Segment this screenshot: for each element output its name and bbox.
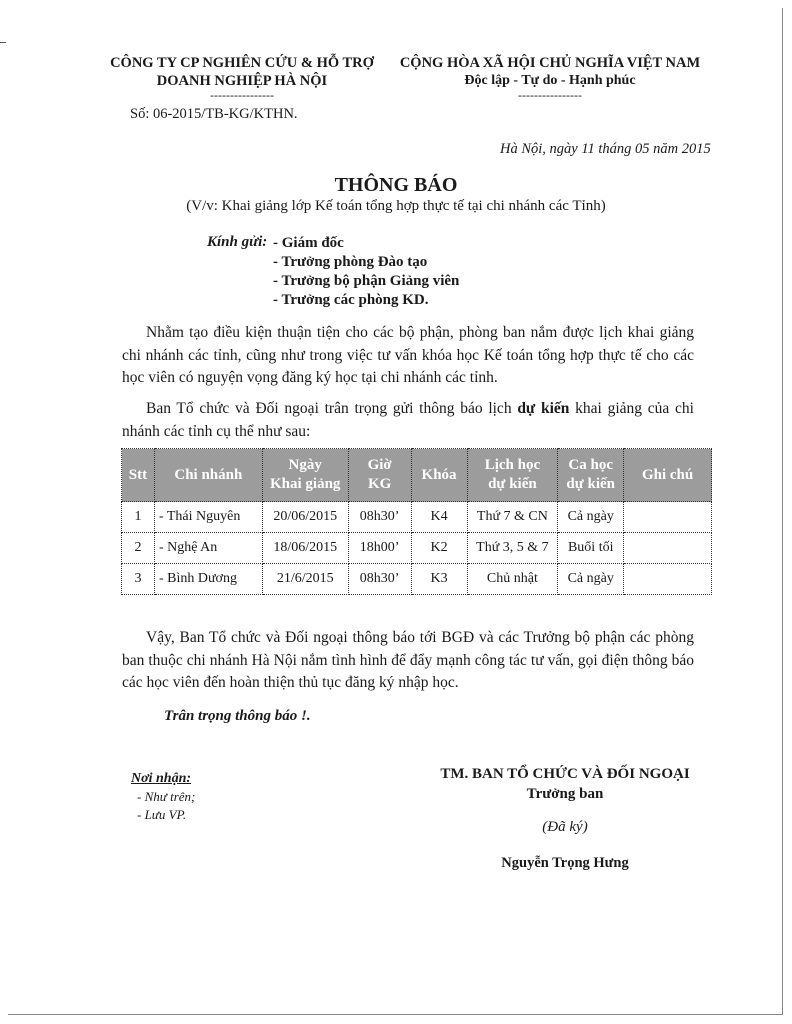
national-header bbox=[390, 54, 710, 100]
recipient-item: - Giám đốc bbox=[273, 235, 344, 251]
document-subtitle: (V/v: Khai giảng lớp Kế toán tổng hợp thực tế tại chi nhánh các Tỉnh) bbox=[186, 198, 606, 214]
header-branch: Chi nhánh bbox=[154, 449, 262, 502]
cell-note bbox=[624, 502, 712, 533]
header-schedule bbox=[467, 449, 558, 502]
document-title: THÔNG BÁO bbox=[334, 174, 458, 196]
cell-branch: - Bình Dương bbox=[154, 564, 262, 595]
recipient-item: - Trưởng bộ phận Giảng viên bbox=[273, 273, 460, 289]
recipients-footer-label: Nơi nhận: bbox=[131, 771, 192, 786]
recipient-item: - Trưởng phòng Đào tạo bbox=[273, 254, 428, 270]
recipient-list bbox=[273, 234, 459, 310]
signature-name: Nguyễn Trọng Hưng bbox=[501, 855, 629, 871]
cell-stt: 3 bbox=[122, 564, 155, 595]
header-course: Khóa bbox=[411, 449, 467, 502]
org-divider: ---------------- bbox=[210, 88, 274, 102]
header-shift-line2: dự kiến bbox=[566, 476, 616, 492]
date-line: Hà Nội, ngày 11 tháng 05 năm 2015 bbox=[500, 141, 711, 157]
para2-text-before: Ban Tổ chức và Đối ngoại trân trọng gửi thông báo lịch bbox=[146, 400, 518, 417]
header-date bbox=[262, 449, 348, 502]
table-row bbox=[122, 564, 712, 595]
para2-bold-text: dự kiến bbox=[517, 400, 570, 417]
table-header-row bbox=[122, 449, 712, 502]
nation-motto: Độc lập - Tự do - Hạnh phúc bbox=[464, 73, 636, 88]
recipients-footer bbox=[131, 770, 195, 824]
body-paragraph-3: Vậy, Ban Tổ chức và Đối ngoại thông báo tới BGĐ và các Trưởng bộ phận các phòng ban thuộc chi nhánh Hà Nội nắm tình hình để đẩy mạnh công tác tư vấn, gọi điện thông báo các học viên đến hoàn thiện thủ tục đăng ký nhập học. bbox=[122, 629, 694, 691]
cell-schedule: Thứ 3, 5 & 7 bbox=[467, 533, 558, 564]
header-time bbox=[348, 449, 411, 502]
organization-header bbox=[92, 54, 392, 100]
corner-mark bbox=[0, 42, 6, 43]
para2-text-after: khai giảng của chi nhánh các tỉnh cụ thể như sau: bbox=[122, 400, 694, 440]
cell-branch: - Thái Nguyên bbox=[154, 502, 262, 533]
cell-time: 08h30’ bbox=[348, 564, 411, 595]
cell-shift: Buổi tối bbox=[558, 533, 624, 564]
recipients-footer-item: - Như trên; bbox=[137, 789, 196, 804]
cell-stt: 1 bbox=[122, 502, 155, 533]
recipient-label: Kính gửi: bbox=[207, 234, 268, 250]
cell-course: K4 bbox=[411, 502, 467, 533]
nation-line1: CỘNG HÒA XÃ HỘI CHỦ NGHĨA VIỆT NAM bbox=[399, 55, 701, 71]
cell-date: 20/06/2015 bbox=[262, 502, 348, 533]
header-time-line1: Giờ bbox=[367, 457, 392, 473]
schedule-table bbox=[121, 448, 712, 595]
cell-schedule: Thứ 7 & CN bbox=[467, 502, 558, 533]
header-shift bbox=[558, 449, 624, 502]
table-row bbox=[122, 502, 712, 533]
header-schedule-line2: dự kiến bbox=[488, 476, 537, 492]
signature-signed: (Đã ký) bbox=[542, 819, 588, 835]
org-name-line1: CÔNG TY CP NGHIÊN CỨU & HỖ TRỢ bbox=[110, 55, 374, 71]
cell-branch: - Nghệ An bbox=[154, 533, 262, 564]
body-paragraph-2 bbox=[122, 398, 694, 443]
closing-line: Trân trọng thông báo !. bbox=[164, 708, 311, 724]
cell-note bbox=[624, 564, 712, 595]
header-note: Ghi chú bbox=[624, 449, 712, 502]
nation-divider: ---------------- bbox=[518, 88, 582, 102]
header-date-line2: Khai giảng bbox=[269, 476, 341, 492]
header-stt: Stt bbox=[122, 449, 155, 502]
cell-schedule: Chủ nhật bbox=[467, 564, 558, 595]
header-shift-line1: Ca học bbox=[568, 457, 614, 473]
cell-time: 08h30’ bbox=[348, 502, 411, 533]
cell-date: 18/06/2015 bbox=[262, 533, 348, 564]
cell-time: 18h00’ bbox=[348, 533, 411, 564]
cell-date: 21/6/2015 bbox=[262, 564, 348, 595]
org-name-line2: DOANH NGHIỆP HÀ NỘI bbox=[156, 73, 328, 89]
header-date-line1: Ngày bbox=[288, 457, 322, 473]
header-schedule-line1: Lịch học bbox=[484, 457, 541, 473]
signature-org: TM. BAN TỔ CHỨC VÀ ĐỐI NGOẠI bbox=[440, 766, 690, 782]
body-paragraph-1: Nhằm tạo điều kiện thuận tiện cho các bộ phận, phòng ban nắm được lịch khai giảng chi nhánh các tỉnh, cũng như trong việc tư vấn khóa học Kế toán tổng hợp thực tế cho các học viên có nguyện vọng đăng ký học tại chi nhánh các tỉnh. bbox=[122, 324, 694, 386]
recipients-footer-item: - Lưu VP. bbox=[137, 807, 187, 822]
cell-shift: Cả ngày bbox=[558, 564, 624, 595]
signature-role: Trưởng ban bbox=[526, 786, 604, 802]
signature-block bbox=[420, 764, 710, 804]
cell-stt: 2 bbox=[122, 533, 155, 564]
table-row bbox=[122, 533, 712, 564]
cell-course: K3 bbox=[411, 564, 467, 595]
header-time-line2: KG bbox=[367, 476, 392, 492]
cell-shift: Cả ngày bbox=[558, 502, 624, 533]
cell-note bbox=[624, 533, 712, 564]
cell-course: K2 bbox=[411, 533, 467, 564]
document-number: Số: 06-2015/TB-KG/KTHN. bbox=[130, 106, 298, 122]
recipient-item: - Trưởng các phòng KD. bbox=[273, 292, 429, 308]
